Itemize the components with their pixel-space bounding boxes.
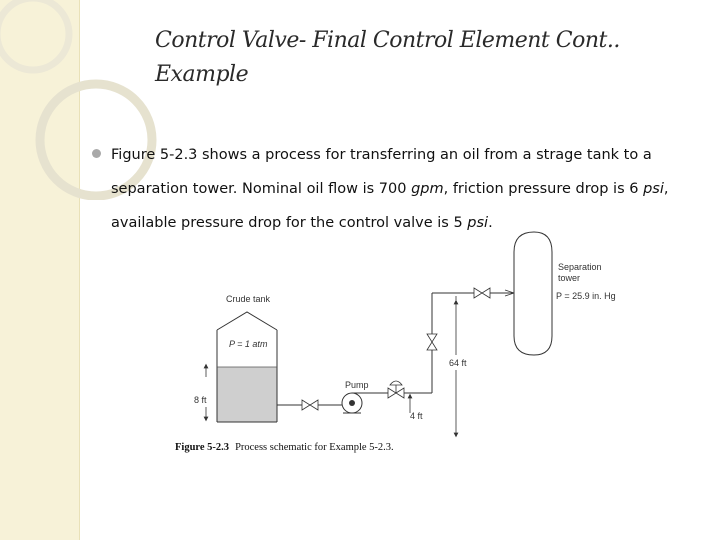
tower-pressure-label: P = 25.9 in. Hg — [556, 291, 616, 301]
body-text-1: Figure 5-2.3 shows a process for transferring an oil from a strage tank to a separation tower. Nominal oil flow is 700 — [111, 147, 652, 197]
caption-figure-number: Figure 5-2.3 — [175, 442, 230, 453]
riser-valve-icon — [427, 334, 437, 350]
slide-title-line1: Control Valve- Final Control Element Cont.. — [155, 28, 620, 53]
tower-label-line1: Separation — [558, 262, 602, 272]
unit-gpm: gpm — [411, 181, 444, 197]
unit-psi-2: psi — [467, 215, 489, 231]
tank-pressure-label: P = 1 atm — [229, 339, 268, 349]
body-text-3: , available pressure drop for the control valve is 5 — [111, 181, 669, 231]
pump-icon — [342, 393, 362, 413]
suction-valve-icon — [302, 400, 318, 410]
pump-height-label: 4 ft — [410, 411, 423, 421]
riser-height-label: 64 ft — [449, 358, 467, 368]
control-valve-icon — [388, 381, 404, 398]
pump-label: Pump — [345, 380, 369, 390]
body-text-4: . — [488, 215, 493, 231]
crude-tank-label: Crude tank — [226, 294, 271, 304]
crude-tank — [217, 312, 277, 422]
unit-psi-1: psi — [643, 181, 664, 197]
figure-caption — [175, 442, 394, 453]
body-text-2: , friction pressure drop is 6 — [443, 181, 644, 197]
slide-title-line2: Example — [155, 62, 249, 87]
separation-tower — [514, 232, 552, 355]
tank-roof — [217, 312, 277, 330]
caption-text: Process schematic for Example 5-2.3. — [235, 442, 394, 453]
tank-liquid — [217, 367, 277, 422]
feed-valve-icon — [474, 288, 490, 298]
level-dimension-label: 8 ft — [194, 395, 207, 405]
tower-label-line2: tower — [558, 273, 581, 283]
